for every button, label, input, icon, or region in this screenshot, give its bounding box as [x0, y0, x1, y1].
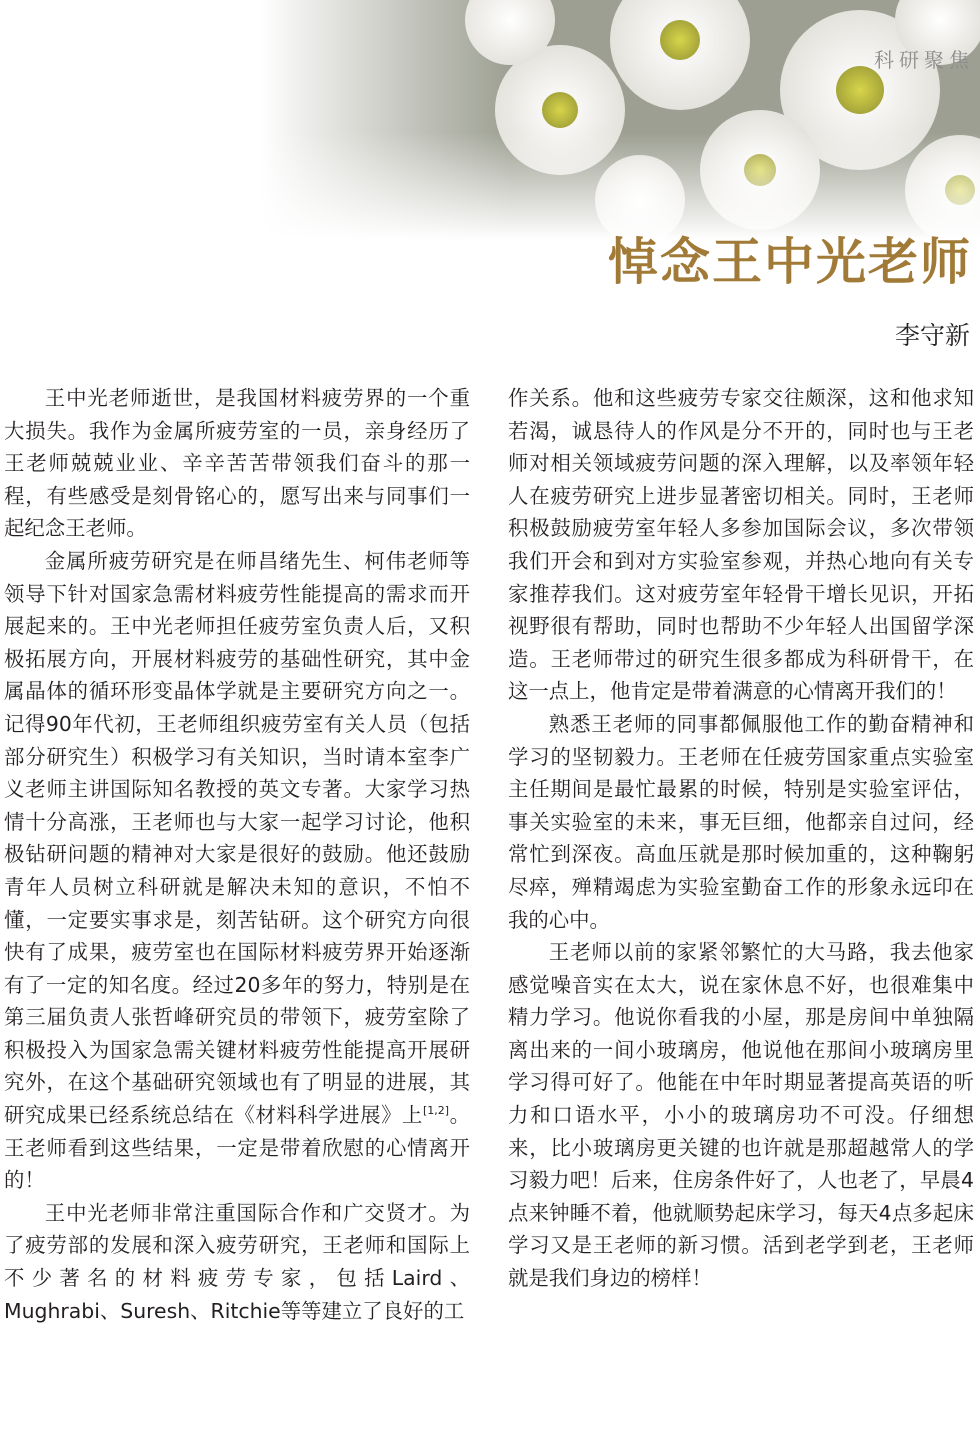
paragraph-text: 金属所疲劳研究是在师昌绪先生、柯伟老师等领导下针对国家急需材料疲劳性能提高的需求而开展起来的。王中光老师担任疲劳室负责人后，又积极拓展方向，开展材料疲劳的基础性研究，其中金属晶体的循环形变晶体学就是主要研究方向之一。记得90年代初，王老师组织疲劳室有关人员（包括部分研究生）积极学习有关知识，当时请本室李广义老师主讲国际知名教授的英文专著。大家学习热情十分高涨，王老师也与大家一起学习讨论，他积极钻研问题的精神对大家是很好的鼓励。他还鼓励青年人员树立科研就是解决未知的意识，不怕不懂，一定要实事求是，刻苦钻研。这个研究方向很快有了成果，疲劳室也在国际材料疲劳界开始逐渐有了一定的知名度。经过20多年的努力，特别是在第三届负责人张哲峰研究员的带领下，疲劳室除了积极投入为国家急需关键材料疲劳性能提高开展研究外，在这个基础研究领域也有了明显的进展，其研究成果已经系统总结在《材料科学进展》上	[4, 548, 470, 1128]
paragraph	[4, 545, 470, 1197]
section-label: 科研聚焦	[874, 48, 974, 72]
citation-superscript: [1,2]	[422, 1104, 450, 1118]
paragraph: 王老师以前的家紧邻繁忙的大马路，我去他家感觉噪音实在太大，说在家休息不好，也很难集中精力学习。他说你看我的小屋，那是房间中单独隔离出来的一间小玻璃房，他说他在那间小玻璃房里学习得可好了。他能在中年时期显著提高英语的听力和口语水平，小小的玻璃房功不可没。仔细想来，比小玻璃房更关键的也许就是那超越常人的学习毅力吧！后来，住房条件好了，人也老了，早晨4点来钟睡不着，他就顺势起床学习，每天4点多起床学习又是王老师的新习惯。活到老学到老，王老师就是我们身边的榜样！	[508, 940, 974, 1291]
left-column	[4, 382, 470, 1327]
right-column	[508, 382, 974, 1295]
paragraph: 王中光老师逝世，是我国材料疲劳界的一个重大损失。我作为金属所疲劳室的一员，亲身经历了王老师兢兢业业、辛辛苦苦带领我们奋斗的那一程，有些感受是刻骨铭心的，愿写出来与同事们一起纪念王老师。	[4, 386, 470, 541]
paragraph-text: 。王老师看到这些结果，一定是带着欣慰的心情离开的！	[4, 1103, 471, 1193]
paragraph: 作关系。他和这些疲劳专家交往颇深，这和他求知若渴，诚恳待人的作风是分不开的，同时也与王老师对相关领域疲劳问题的深入理解，以及率领年轻人在疲劳研究上进步显著密切相关。同时，王老师积极鼓励疲劳室年轻人多参加国际会议，多次带领我们开会和到对方实验室参观，并热心地向有关专家推荐我们。这对疲劳室年轻骨干增长见识，开拓视野很有帮助，同时也帮助不少年轻人出国留学深造。王老师带过的研究生很多都成为科研骨干，在这一点上，他肯定是带着满意的心情离开我们的！	[508, 386, 974, 704]
flower-banner-image	[260, 0, 980, 240]
article-author: 李守新	[894, 321, 970, 350]
paragraph: 熟悉王老师的同事都佩服他工作的勤奋精神和学习的坚韧毅力。王老师在任疲劳国家重点实验室主任期间是最忙最累的时候，特别是实验室评估，事关实验室的未来，事无巨细，他都亲自过问，经常忙到深夜。高血压就是那时候加重的，这种鞠躬尽瘁，殚精竭虑为实验室勤奋工作的形象永远印在我的心中。	[508, 711, 974, 932]
article-title: 悼念王中光老师	[608, 232, 972, 291]
paragraph: 王中光老师非常注重国际合作和广交贤才。为了疲劳部的发展和深入疲劳研究，王老师和国际上不少著名的材料疲劳专家，包括Laird、Mughrabi、Suresh、Ritchie等等建立了良好的工	[4, 1200, 470, 1323]
